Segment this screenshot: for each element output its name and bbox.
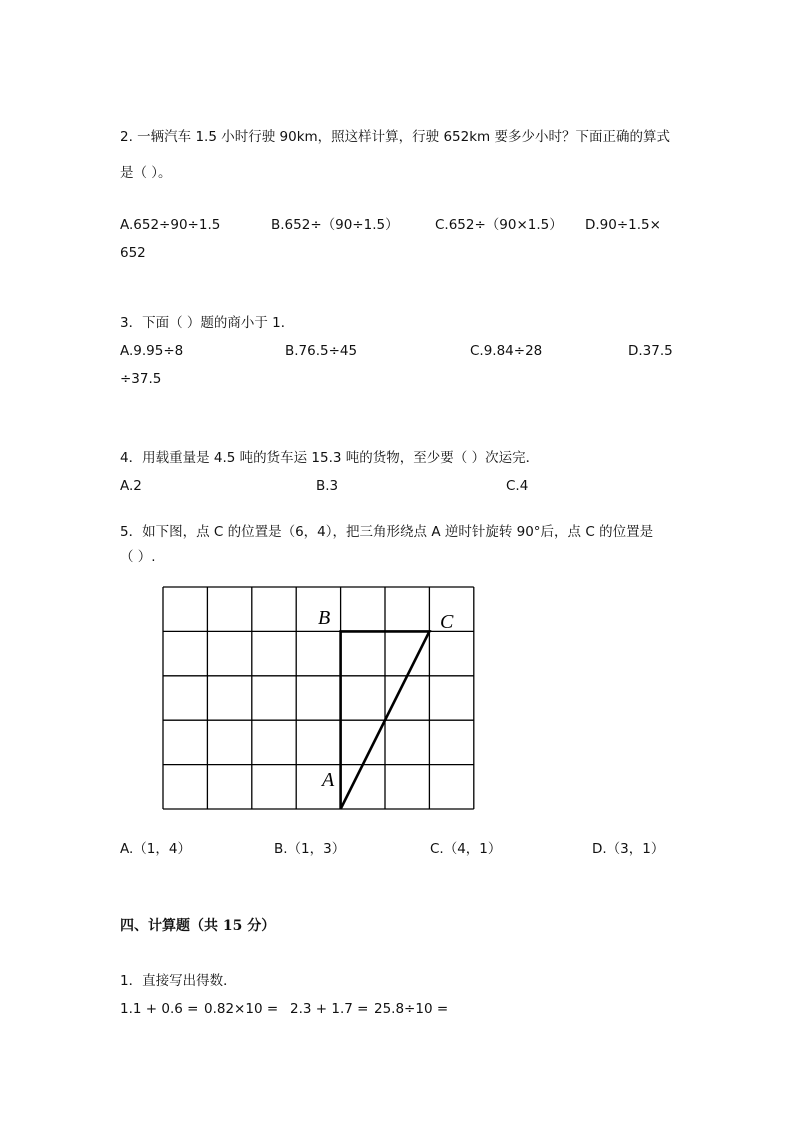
q3-option-d-cont: ÷37.5 bbox=[120, 371, 162, 387]
q2-line2: 是（ ）。 bbox=[120, 165, 172, 181]
q4-option-c: C.4 bbox=[506, 478, 529, 494]
q5-option-b: B.（1，3） bbox=[274, 841, 346, 857]
q3-option-c: C.9.84÷28 bbox=[470, 343, 543, 359]
q2-option-b: B.652÷（90÷1.5） bbox=[271, 217, 399, 233]
q2-line1: 2. 一辆汽车 1.5 小时行驶 90km，照这样计算，行驶 652km 要多少小时？下面正确的算式 bbox=[120, 129, 670, 145]
section4-title: 四、计算题（共 15 分） bbox=[120, 918, 276, 934]
q2-option-c: C.652÷（90×1.5） bbox=[435, 217, 563, 233]
q2-option-d: D.90÷1.5× bbox=[585, 217, 661, 233]
q3-option-d: D.37.5 bbox=[628, 343, 673, 359]
q4-option-b: B.3 bbox=[316, 478, 339, 494]
section4-q1-title: 1．直接写出得数． bbox=[120, 973, 237, 989]
label-a: A bbox=[322, 769, 335, 791]
q2-option-d-cont: 652 bbox=[120, 245, 146, 261]
q3-question: 3．下面（ ）题的商小于 1． bbox=[120, 315, 295, 331]
q5-option-a: A.（1，4） bbox=[120, 841, 191, 857]
exercise-3: 2.3 + 1.7 = bbox=[290, 1001, 369, 1017]
q4-question: 4．用载重量是 4.5 吨的货车运 15.3 吨的货物，至少要（ ）次运完． bbox=[120, 450, 540, 466]
q4-option-a: A.2 bbox=[120, 478, 142, 494]
q2-option-a: A.652÷90÷1.5 bbox=[120, 217, 221, 233]
q5-line2: （ ）. bbox=[120, 549, 156, 565]
q3-option-a: A.9.95÷8 bbox=[120, 343, 184, 359]
label-b: B bbox=[318, 607, 331, 629]
q5-option-c: C.（4，1） bbox=[430, 841, 502, 857]
q3-option-b: B.76.5÷45 bbox=[285, 343, 358, 359]
q5-line1: 5．如下图，点 C 的位置是（6，4），把三角形绕点 A 逆时针旋转 90°后，点 C 的位置是 bbox=[120, 524, 654, 540]
label-c: C bbox=[440, 611, 454, 633]
exercise-1: 1.1 + 0.6 = bbox=[120, 1001, 199, 1017]
exercise-2: 0.82×10 = bbox=[204, 1001, 279, 1017]
q5-option-d: D.（3，1） bbox=[592, 841, 665, 857]
exercise-4: 25.8÷10 = bbox=[374, 1001, 449, 1017]
